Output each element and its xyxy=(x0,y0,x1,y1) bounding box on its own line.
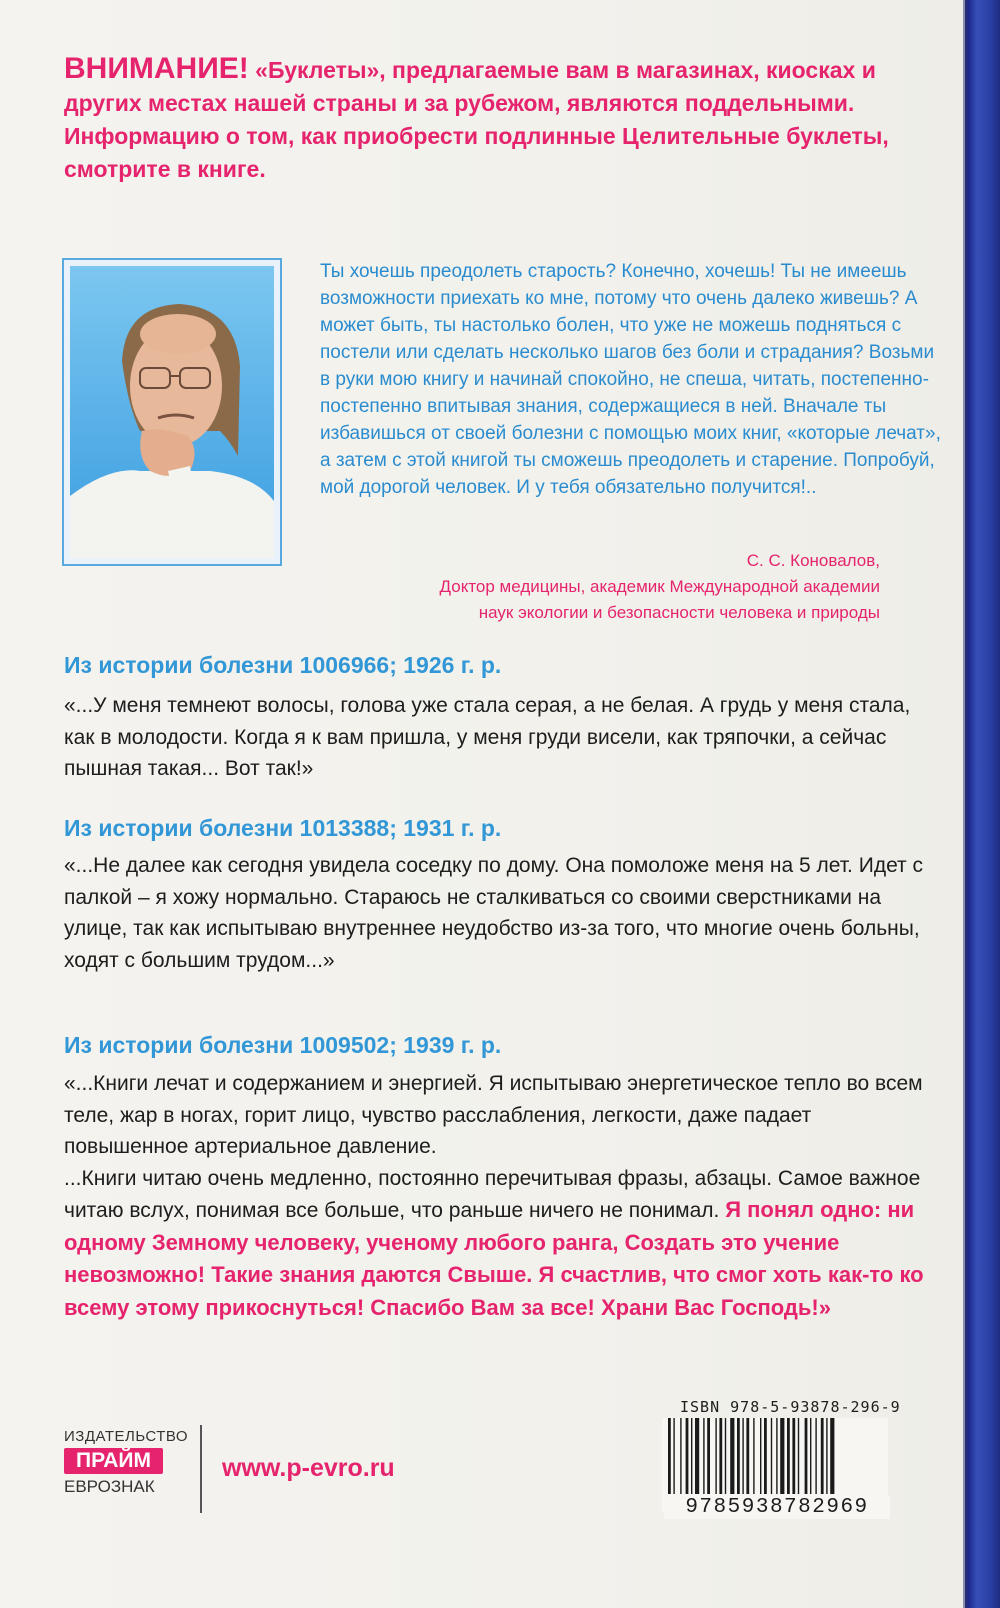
warning-lead: ВНИМАНИЕ! xyxy=(64,52,249,85)
ean-number: 9785938782969 xyxy=(664,1496,890,1519)
barcode-bar xyxy=(753,1418,754,1494)
isbn-label: ISBN 978-5-93878-296-9 xyxy=(680,1398,901,1416)
barcode-bar xyxy=(719,1418,722,1494)
barcode-bar xyxy=(746,1418,749,1494)
author-signature xyxy=(380,548,880,626)
barcode-bar xyxy=(780,1418,784,1494)
publisher-line-3: ЕВРОЗНАК xyxy=(64,1477,155,1496)
case-text-1: «...У меня темнеют волосы, голова уже стала серая, а не белая. А грудь у меня стала, как в молодости. Когда я к вам пришла, у меня груди висели, как тряпочки, а сейчас пышная такая... Вот так!» xyxy=(64,694,911,780)
author-intro-text: Ты хочешь преодолеть старость? Конечно, хочешь! Ты не имеешь возможности приехать ко мне, потому что очень далеко живешь? А может быть, ты настолько болен, что уже не можешь подняться с постели или сделать несколько шагов без боли и страдания? Возьми в руки мою книгу и начинай спокойно, не спеша, читать, постепенно-постепенно впитывая знания, содержащиеся в ней. Вначале ты избавишься от своей болезни с помощью моих книг, «которые лечат», а затем с этой книгой ты сможешь преодолеть и старение. Попробуй, мой дорогой человек. И у тебя обязательно получится!.. xyxy=(320,261,941,498)
barcode-bar xyxy=(760,1418,761,1494)
barcode-bar xyxy=(792,1418,795,1494)
signature-title-1: Доктор медицины, академик Международной академии xyxy=(439,577,880,596)
case-heading-3: Из истории болезни 1009502; 1939 г. р. xyxy=(64,1032,502,1058)
barcode-bar xyxy=(737,1418,740,1494)
case-text-3-part-2: ...Книги читаю очень медленно, постоянно перечитывая фразы, абзацы. Самое важное читаю вслух, понимая все больше, что раньше ничего не понимал. xyxy=(64,1166,921,1222)
barcode-bar xyxy=(810,1418,811,1494)
barcode-bar xyxy=(668,1418,671,1494)
barcode-bar xyxy=(707,1418,710,1494)
warning-text: «Буклеты», предлагаемые вам в магазинах, киосках и других местах нашей страны и за рубежом, являются поддельными. Информацию о том, как приобрести подлинные Целительные буклеты, смотрите в книге. xyxy=(64,57,889,182)
warning-notice xyxy=(64,52,924,186)
signature-name: С. С. Коновалов, xyxy=(746,551,880,570)
barcode-bar xyxy=(730,1418,734,1494)
barcode-bar xyxy=(805,1418,808,1494)
barcode-bar xyxy=(826,1418,827,1494)
book-spine xyxy=(965,0,1000,1608)
barcode-bar xyxy=(742,1418,743,1494)
barcode-bar xyxy=(680,1418,681,1494)
author-photo xyxy=(62,258,282,566)
publisher-brand: ПРАЙМ xyxy=(64,1448,163,1474)
barcode-bar xyxy=(830,1418,834,1494)
case-heading-2: Из истории болезни 1013388; 1931 г. р. xyxy=(64,815,502,841)
author-portrait-icon xyxy=(70,266,274,558)
case-heading-1: Из истории болезни 1006966; 1926 г. р. xyxy=(64,652,502,678)
barcode-bar xyxy=(703,1418,704,1494)
barcode-bar xyxy=(798,1418,799,1494)
barcode-bar xyxy=(771,1418,772,1494)
barcode-bar xyxy=(725,1418,726,1494)
barcode-bar xyxy=(673,1418,674,1494)
barcode-bar xyxy=(695,1418,699,1494)
barcode-bar xyxy=(776,1418,777,1494)
publisher-url: www.p-evro.ru xyxy=(222,1454,395,1482)
barcode-bar xyxy=(815,1418,816,1494)
signature-title-2: наук экологии и безопасности человека и природы xyxy=(478,603,880,622)
case-text-3 xyxy=(64,1068,924,1324)
barcode-icon xyxy=(662,1418,888,1496)
barcode-bar xyxy=(686,1418,689,1494)
barcode-bar xyxy=(821,1418,824,1494)
case-text-3-highlight: Я понял одно: ни одному Земному человеку, ученому любого ранга, Создать это учение невозможно! Такие знания даются Свыше. Я счастлив, что смог хоть как-то ко всему этому прикоснуться! Спасибо Вам за все! Храни Вас Господь!» xyxy=(64,1197,924,1320)
publisher-divider xyxy=(200,1425,202,1513)
publisher-line-1: ИЗДАТЕЛЬСТВО xyxy=(64,1428,189,1445)
case-text-3-part-1: «...Книги лечат и содержанием и энергией. Я испытываю энергетическое тепло во всем теле, жар в ногах, горит лицо, чувство расслабления, легкости, даже падает повышенное артериальное давление. xyxy=(64,1072,923,1158)
publisher-logo xyxy=(64,1428,204,1508)
barcode-bar xyxy=(764,1418,767,1494)
case-text-2: «...Не далее как сегодня увидела соседку по дому. Она помоложе меня на 5 лет. Идет с палкой – я хожу нормально. Стараюсь не сталкиваться со своими сверстниками на улице, так как испытываю внутреннее неудобство из-за того, что многие очень больны, ходят с большим трудом...» xyxy=(64,854,924,972)
barcode-bar xyxy=(787,1418,790,1494)
barcode-bar xyxy=(691,1418,692,1494)
barcode-bar xyxy=(715,1418,716,1494)
